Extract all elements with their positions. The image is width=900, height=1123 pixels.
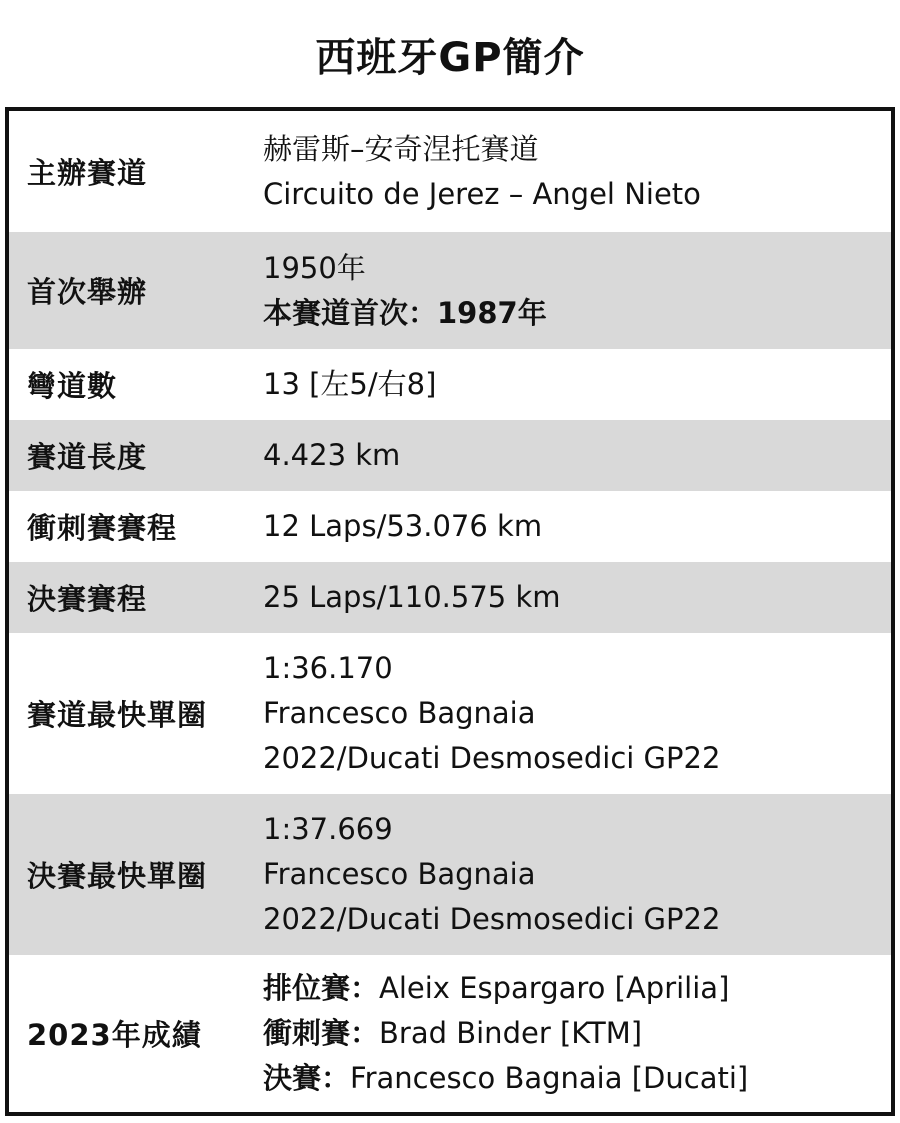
result-prefix: 衝刺賽：: [263, 1016, 380, 1050]
value-line: 2022/Ducati Desmosedici GP22: [263, 902, 721, 936]
table-row-sprint-distance: [9, 491, 891, 562]
result-line-race: [263, 1056, 891, 1101]
page-title: 西班牙GP簡介: [315, 35, 585, 81]
value-line: 本賽道首次：1987年: [263, 295, 547, 330]
row-label: 首次舉辦: [27, 275, 148, 309]
row-value: [247, 433, 891, 478]
row-value: [247, 127, 891, 217]
row-value: [247, 504, 891, 549]
row-label: 決賽賽程: [27, 582, 148, 616]
table-row-2023-results: [9, 955, 891, 1112]
table-row-lap-record: [9, 633, 891, 794]
row-value: [247, 807, 891, 942]
result-text: Brad Binder [KTM]: [379, 1016, 643, 1050]
table-row-race-fastest-lap: [9, 794, 891, 955]
value-line: 1950年: [263, 250, 366, 285]
value-line: 赫雷斯–安奇涅托賽道: [263, 131, 539, 166]
info-table: [5, 107, 895, 1116]
result-text: Aleix Espargaro [Aprilia]: [379, 971, 730, 1005]
value-line: Francesco Bagnaia: [263, 857, 536, 891]
value-line: 25 Laps/110.575 km: [263, 580, 561, 614]
value-line: 4.423 km: [263, 438, 401, 472]
row-label: 賽道長度: [27, 440, 148, 474]
row-label: 賽道最快單圈: [27, 698, 208, 732]
value-line: 1:37.669: [263, 812, 393, 846]
result-text: Francesco Bagnaia [Ducati]: [350, 1061, 749, 1095]
result-line-sprint: [263, 1011, 891, 1056]
row-value: [247, 362, 891, 407]
row-label: 決賽最快單圈: [27, 859, 208, 893]
row-label: 2023年成績: [27, 1018, 202, 1052]
result-line-qualifying: [263, 966, 891, 1011]
table-row-race-distance: [9, 562, 891, 633]
row-value: [247, 575, 891, 620]
row-label: 彎道數: [27, 369, 118, 403]
value-line: Francesco Bagnaia: [263, 696, 536, 730]
value-line: 13 [左5/右8]: [263, 367, 437, 401]
value-line: Circuito de Jerez – Angel Nieto: [263, 176, 701, 211]
row-label: 衝刺賽賽程: [27, 511, 178, 545]
value-line: 2022/Ducati Desmosedici GP22: [263, 741, 721, 775]
result-prefix: 決賽：: [263, 1061, 351, 1095]
value-line: 12 Laps/53.076 km: [263, 509, 543, 543]
row-value: [247, 646, 891, 781]
row-value: [247, 966, 891, 1101]
value-line: 1:36.170: [263, 651, 393, 685]
table-row-corners: [9, 349, 891, 420]
table-row-first-held: [9, 232, 891, 349]
row-label: 主辦賽道: [27, 156, 148, 190]
table-row-length: [9, 420, 891, 491]
row-value: [247, 246, 891, 336]
result-prefix: 排位賽：: [263, 971, 380, 1005]
table-row-circuit: [9, 111, 891, 232]
